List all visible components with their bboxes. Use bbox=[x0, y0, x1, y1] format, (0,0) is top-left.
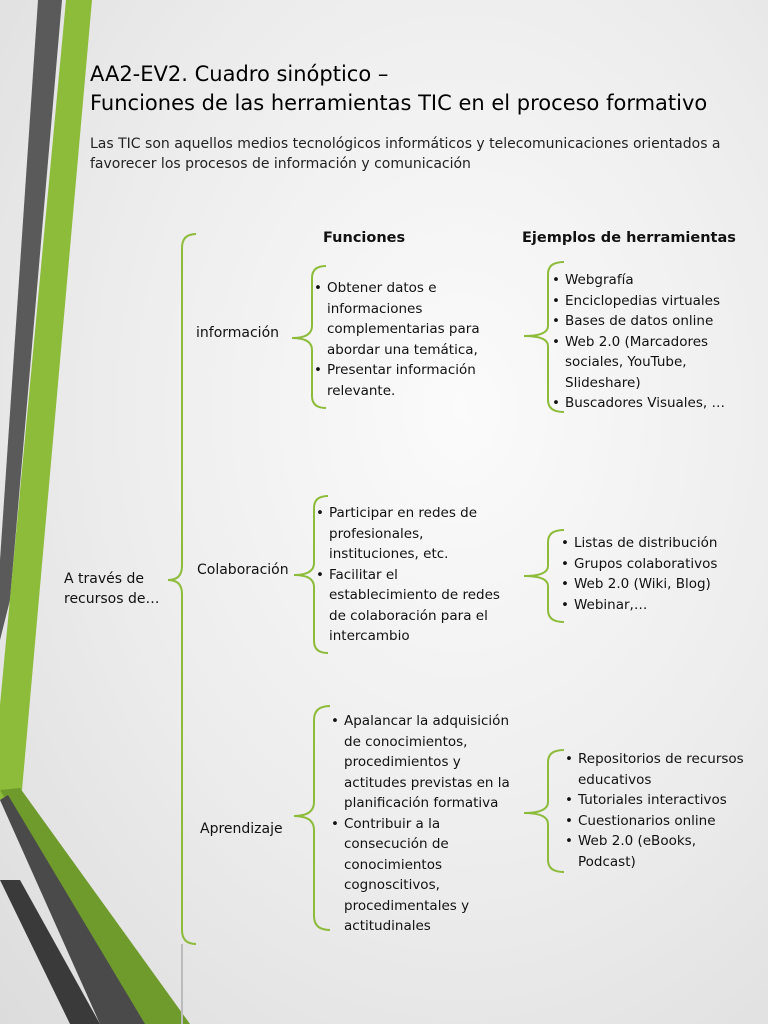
list-item: • Repositorios de recursos educativos bbox=[565, 749, 755, 790]
informacion-functions-list bbox=[314, 278, 494, 401]
list-item: • Presentar información relevante. bbox=[314, 360, 494, 401]
list-item: • Contribuir a la consecución de conocimientos cognoscitivos, procedimentales y actitudinales bbox=[331, 814, 521, 937]
list-item: • Cuestionarios online bbox=[565, 811, 755, 832]
title-line-1: AA2-EV2. Cuadro sinóptico – bbox=[90, 62, 389, 86]
list-item: • Listas de distribución bbox=[561, 533, 751, 554]
learn-functions-brace bbox=[294, 706, 330, 930]
list-item: • Obtener datos e informaciones complementarias para abordar una temática, bbox=[314, 278, 494, 360]
list-item: • Grupos colaborativos bbox=[561, 554, 751, 575]
list-item: • Participar en redes de profesionales, instituciones, etc. bbox=[316, 503, 506, 565]
list-item: • Buscadores Visuales, … bbox=[552, 393, 742, 414]
list-item: • Web 2.0 (Marcadores sociales, YouTube, Slideshare) bbox=[552, 332, 742, 394]
informacion-examples-list bbox=[552, 270, 742, 414]
list-item: • Webgrafía bbox=[552, 270, 742, 291]
learn-examples-brace bbox=[524, 750, 564, 872]
aprendizaje-examples-list bbox=[565, 749, 755, 872]
collab-examples-brace bbox=[524, 530, 564, 622]
branch-label-aprendizaje: Aprendizaje bbox=[200, 821, 283, 837]
aprendizaje-functions-list bbox=[331, 711, 521, 937]
list-item: • Bases de datos online bbox=[552, 311, 742, 332]
list-item: • Enciclopedias virtuales bbox=[552, 291, 742, 312]
title-line-2: Funciones de las herramientas TIC en el proceso formativo bbox=[90, 91, 708, 115]
list-item: • Web 2.0 (Wiki, Blog) bbox=[561, 574, 751, 595]
list-item: • Web 2.0 (eBooks, Podcast) bbox=[565, 831, 755, 872]
branch-label-informacion: información bbox=[196, 325, 280, 341]
colaboracion-functions-list bbox=[316, 503, 506, 647]
branch-label-colaboracion: Colaboración bbox=[197, 562, 289, 578]
root-label: A través de recursos de… bbox=[64, 571, 160, 607]
list-item: • Facilitar el establecimiento de redes de colaboración para el intercambio bbox=[316, 565, 506, 647]
header-examples: Ejemplos de herramientas bbox=[522, 230, 736, 246]
list-item: • Webinar,… bbox=[561, 595, 751, 616]
page-subtitle: Las TIC son aquellos medios tecnológicos informáticos y telecomunicaciones orientados a favorecer los procesos de información y comunicación bbox=[90, 136, 721, 172]
list-item: • Apalancar la adquisición de conocimientos, procedimientos y actitudes previstas en la planificación formativa bbox=[331, 711, 521, 814]
list-item: • Tutoriales interactivos bbox=[565, 790, 755, 811]
colaboracion-examples-list bbox=[561, 533, 751, 615]
header-functions: Funciones bbox=[323, 230, 406, 246]
